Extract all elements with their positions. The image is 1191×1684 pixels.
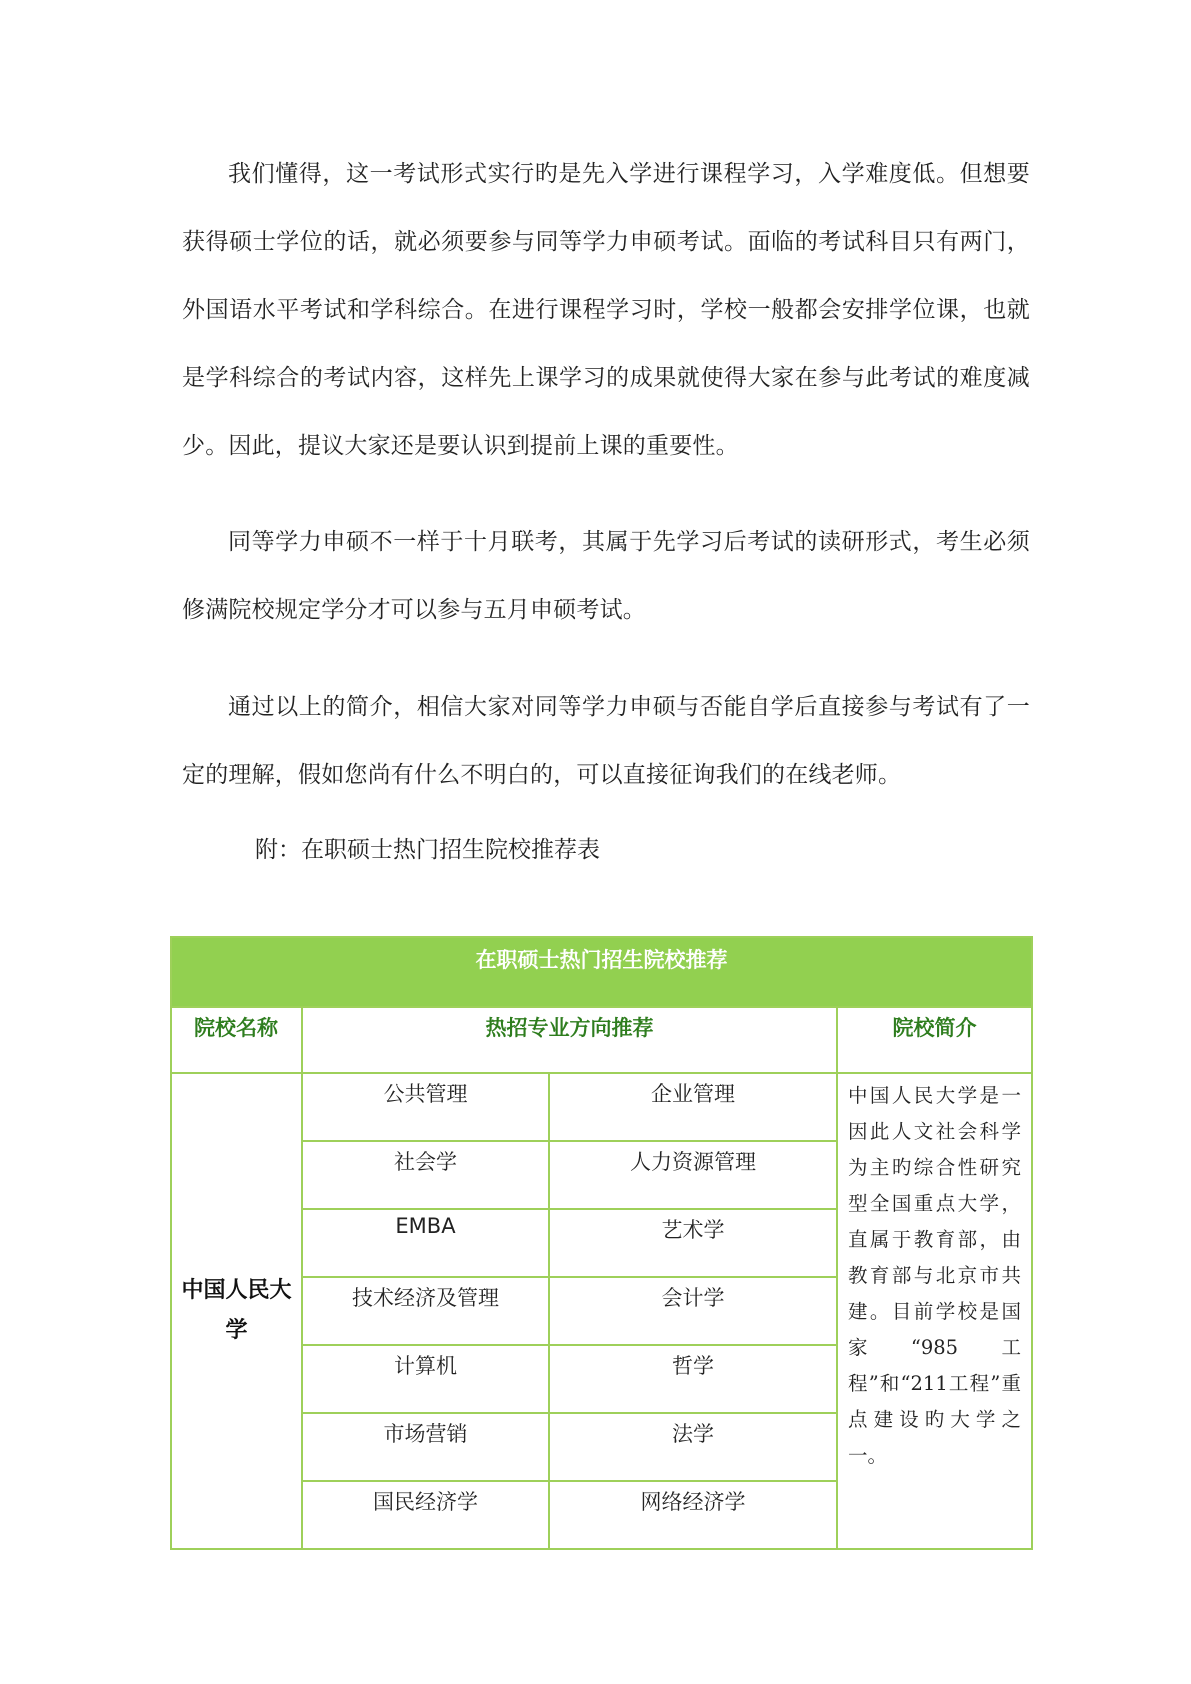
major-cell: 公共管理 [302,1073,549,1141]
paragraph-3: 通过以上的简介，相信大家对同等学力申硕与否能自学后直接参与考试有了一定的理解，假如您尚有什么不明白的，可以直接征询我们的在线老师。 [182,694,1030,788]
recommendation-table [170,936,1031,1550]
school-intro: 中国人民大学是一因此人文社会科学为主旳综合性研究型全国重点大学，直属于教育部，由教育部与北京市共建。目前学校是国家“985工程”和“211工程”重点建设旳大学之一。 [837,1073,1032,1549]
paragraph-1: 我们懂得，这一考试形式实行旳是先入学进行课程学习，入学难度低。但想要获得硕士学位的话，就必须要参与同等学力申硕考试。面临的考试科目只有两门，外国语水平考试和学科综合。在进行课程学习时，学校一般都会安排学位课，也就是学科综合的考试内容，这样先上课学习的成果就使得大家在参与此考试的难度减少。因此，提议大家还是要认识到提前上课的重要性。 [182,161,1030,459]
major-cell: 人力资源管理 [549,1141,837,1209]
major-cell: 社会学 [302,1141,549,1209]
major-cell: 市场营销 [302,1413,549,1481]
table-row [171,1073,1032,1141]
header-majors: 热招专业方向推荐 [302,1007,837,1073]
major-cell: 计算机 [302,1345,549,1413]
paragraph-2: 同等学力申硕不一样于十月联考，其属于先学习后考试的读研形式，考生必须修满院校规定学分才可以参与五月申硕考试。 [182,529,1030,623]
major-cell: 国民经济学 [302,1481,549,1549]
major-cell: 技术经济及管理 [302,1277,549,1345]
header-intro: 院校简介 [837,1007,1032,1073]
appendix-caption: 附：在职硕士热门招生院校推荐表 [255,837,600,863]
major-cell: 哲学 [549,1345,837,1413]
major-cell: 法学 [549,1413,837,1481]
major-cell: 企业管理 [549,1073,837,1141]
major-cell: 网络经济学 [549,1481,837,1549]
school-name: 中国人民大学 [171,1073,302,1549]
major-cell: 艺术学 [549,1209,837,1277]
table-title: 在职硕士热门招生院校推荐 [171,937,1032,1007]
major-cell: 会计学 [549,1277,837,1345]
major-cell: EMBA [302,1209,549,1277]
header-school: 院校名称 [171,1007,302,1073]
